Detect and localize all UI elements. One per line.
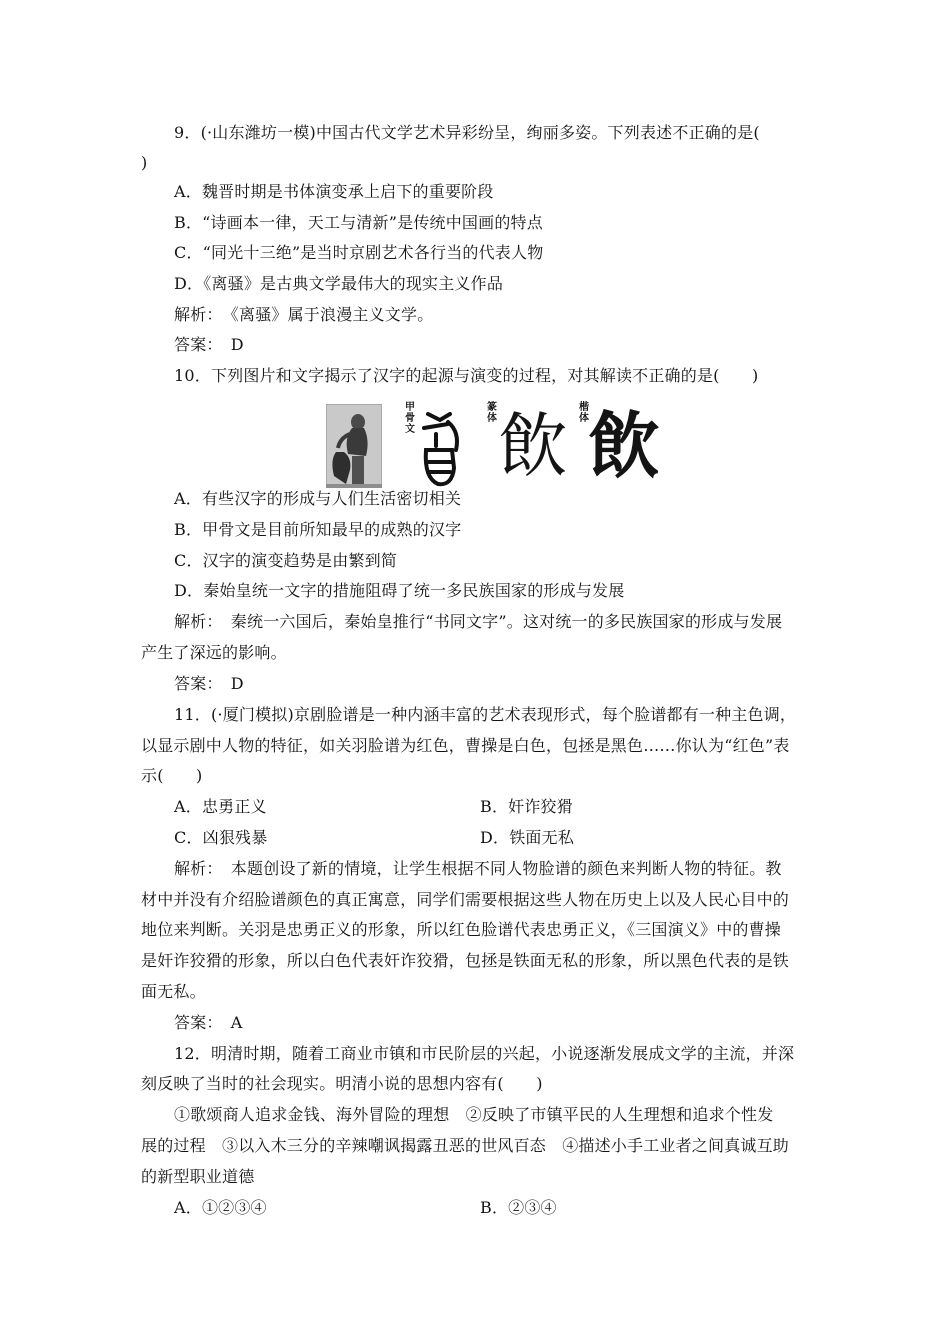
- q10-analysis-line2: 产生了深远的影响。: [141, 643, 287, 662]
- drinking-figure-photo: [326, 404, 382, 488]
- q11-option-b: B．奸诈狡猾: [480, 797, 573, 816]
- q11-option-d: D．铁面无私: [480, 828, 575, 847]
- label-oracle-bone-script: 甲骨文: [405, 402, 415, 435]
- q9-stem-line2: ): [141, 153, 148, 172]
- q12-stem-line2: 刻反映了当时的社会现实。明清小说的思想内容有( ): [141, 1074, 543, 1093]
- q10-option-c: C．汉字的演变趋势是由繁到简: [174, 551, 398, 570]
- q12-option-b: B．②③④: [480, 1198, 557, 1217]
- q9-option-b: B．“诗画本一律，天工与清新”是传统中国画的特点: [174, 213, 543, 232]
- q11-stem-line1: 11．(·厦门模拟)京剧脸谱是一种内涵丰富的艺术表现形式，每个脸谱都有一种主色调，: [174, 705, 797, 724]
- character-evolution-figure: [326, 402, 662, 490]
- q10-answer: 答案： D: [174, 674, 244, 693]
- q12-option-a: A．①②③④: [174, 1198, 267, 1217]
- q11-option-a: A．忠勇正义: [174, 797, 267, 816]
- q11-stem-line3: 示( ): [141, 766, 203, 785]
- q9-option-a: A．魏晋时期是书体演变承上启下的重要阶段: [174, 182, 494, 201]
- q9-option-d: D．《离骚》是古典文学最伟大的现实主义作品: [174, 274, 504, 293]
- label-regular-script: 楷体: [579, 402, 589, 424]
- q11-analysis-line1: 解析： 本题创设了新的情境，让学生根据不同人物脸谱的颜色来判断人物的特征。教: [174, 859, 782, 878]
- q9-answer: 答案： D: [174, 335, 244, 354]
- q10-option-d: D．秦始皇统一文字的措施阻碍了统一多民族国家的形成与发展: [174, 581, 625, 600]
- q10-option-b: B．甲骨文是目前所知最早的成熟的汉字: [174, 520, 462, 539]
- q11-option-c: C．凶狠残暴: [174, 828, 268, 847]
- q11-analysis-line3: 地位来判断。关羽是忠勇正义的形象，所以红色脸谱代表忠勇正义，《三国演义》中的曹操: [141, 920, 782, 939]
- label-seal-script: 篆体: [487, 402, 497, 424]
- q11-stem-line2: 以显示剧中人物的特征，如关羽脸谱为红色，曹操是白色，包拯是黑色……你认为“红色”表: [141, 736, 790, 755]
- q10-option-a: A．有些汉字的形成与人们生活密切相关: [174, 489, 462, 508]
- oracle-bone-drink-glyph: [418, 406, 466, 490]
- q11-analysis-line2: 材中并没有介绍脸谱颜色的真正寓意，同学们需要根据这些人物在历史上以及人民心目中的: [141, 890, 790, 909]
- regular-script-drink-char: 飲: [588, 403, 661, 488]
- q9-stem-line1: 9．(·山东潍坊一模)中国古代文学艺术异彩纷呈，绚丽多姿。下列表述不正确的是(: [174, 123, 760, 142]
- q12-items-line1: ①歌颂商人追求金钱、海外冒险的理想 ②反映了市镇平民的人生理想和追求个性发: [174, 1105, 774, 1124]
- q12-items-line2: 展的过程 ③以入木三分的辛辣嘲讽揭露丑恶的世风百态 ④描述小手工业者之间真诚互助: [141, 1136, 790, 1155]
- q11-analysis-line5: 面无私。: [141, 982, 206, 1001]
- q9-analysis: 解析： 《离骚》属于浪漫主义文学。: [174, 305, 434, 324]
- q12-stem-line1: 12．明清时期，随着工商业市镇和市民阶层的兴起，小说逐渐发展成文学的主流，并深: [174, 1044, 795, 1063]
- q11-answer: 答案： A: [174, 1013, 243, 1032]
- q10-stem: 10．下列图片和文字揭示了汉字的起源与演变的过程，对其解读不正确的是( ): [174, 366, 759, 385]
- q9-option-c: C．“同光十三绝”是当时京剧艺术各行当的代表人物: [174, 243, 544, 262]
- q12-items-line3: 的新型职业道德: [141, 1167, 255, 1186]
- q11-analysis-line4: 是奸诈狡猾的形象，所以白色代表奸诈狡猾，包拯是铁面无私的形象，所以黑色代表的是铁: [141, 951, 790, 970]
- seal-script-drink-char: 飲: [498, 405, 568, 487]
- q10-analysis-line1: 解析： 秦统一六国后，秦始皇推行“书同文字”。这对统一的多民族国家的形成与发展: [174, 612, 783, 631]
